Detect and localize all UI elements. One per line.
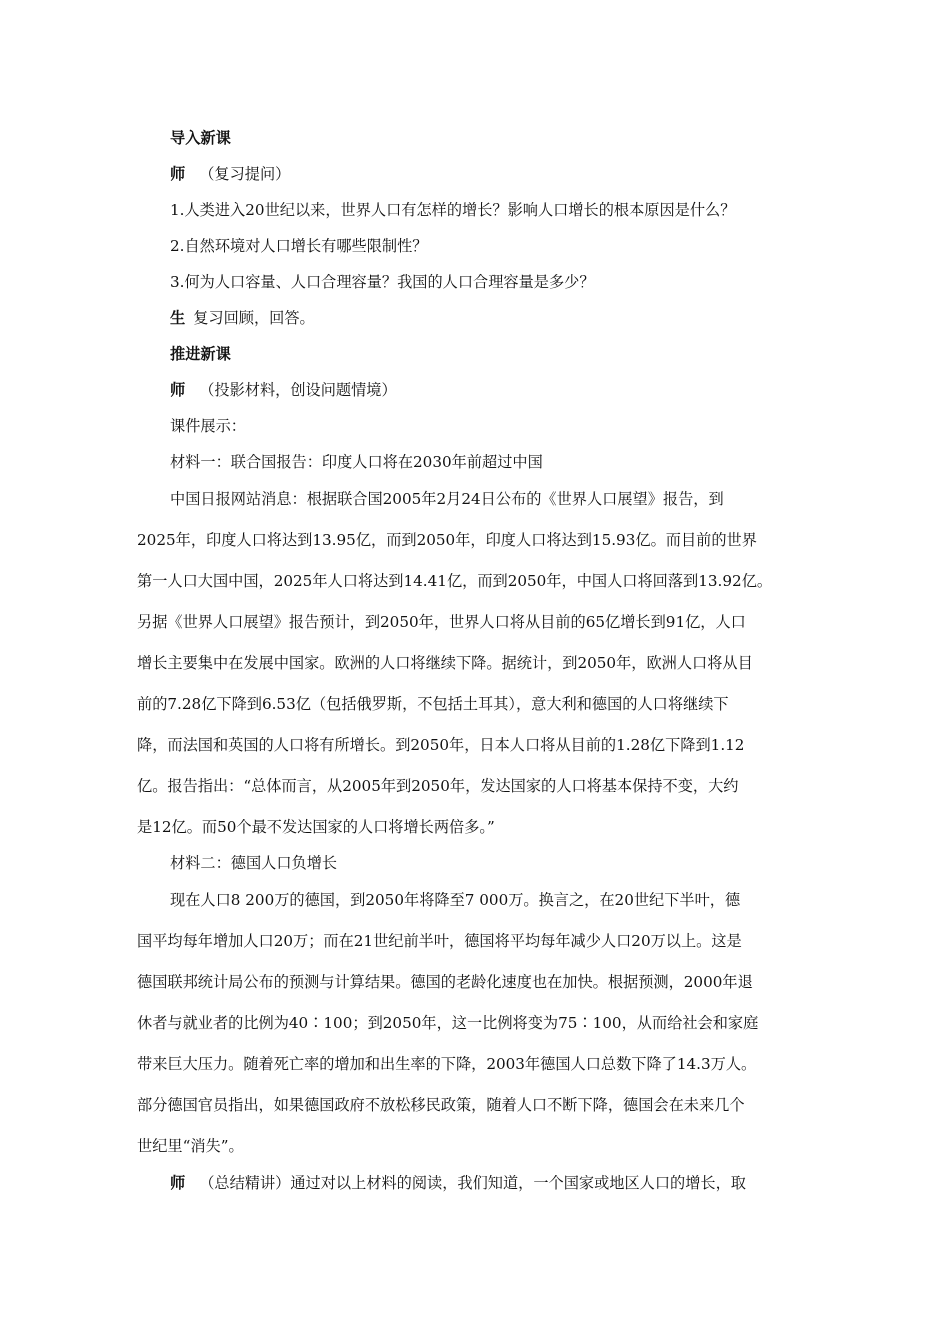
speaker-teacher: 师 [170, 1174, 186, 1192]
material2-line: 部分德国官员指出，如果德国政府不放松移民政策，随着人口不断下降，德国会在未来几个 [137, 1096, 745, 1114]
material1-title: 材料一：联合国报告：印度人口将在2030年前超过中国 [170, 453, 543, 471]
material2-line: 国平均每年增加人口20万；而在21世纪前半叶，德国将平均每年减少人口20万以上。这是 [137, 932, 742, 950]
section-heading-new: 推进新课 [170, 345, 231, 363]
material2-title: 材料二：德国人口负增长 [170, 854, 338, 872]
student-line [170, 308, 315, 328]
teacher-note: （复习提问） [199, 165, 291, 183]
student-text: 复习回顾，回答。 [193, 309, 315, 327]
material1-line: 2025年，印度人口将达到13.95亿，而到2050年，印度人口将达到15.93亿。而目前的世界 [137, 531, 757, 549]
speaker-teacher: 师 [170, 165, 186, 183]
material2-line: 休者与就业者的比例为40∶100；到2050年，这一比例将变为75∶100，从而给社会和家庭 [137, 1014, 759, 1032]
teacher-note: （总结精讲）通过对以上材料的阅读，我们知道，一个国家或地区人口的增长，取 [199, 1174, 746, 1192]
question-1: 1.人类进入20世纪以来，世界人口有怎样的增长？影响人口增长的根本原因是什么？ [170, 201, 736, 219]
material1-line: 第一人口大国中国，2025年人口将达到14.41亿，而到2050年，中国人口将回落到13.92亿。 [137, 572, 773, 590]
material2-line: 带来巨大压力。随着死亡率的增加和出生率的下降，2003年德国人口总数下降了14.3万人。 [137, 1055, 757, 1073]
material1-line: 是12亿。而50个最不发达国家的人口将增长两倍多。” [137, 818, 495, 836]
teacher-note: （投影材料，创设问题情境） [199, 381, 397, 399]
courseware-label: 课件展示： [170, 417, 246, 435]
question-3: 3.何为人口容量、人口合理容量？我国的人口合理容量是多少？ [170, 273, 595, 291]
teacher-line-2 [170, 380, 397, 400]
speaker-student: 生 [170, 309, 186, 327]
material1-line: 另据《世界人口展望》报告预计，到2050年，世界人口将从目前的65亿增长到91亿，人口 [137, 613, 746, 631]
material1-line: 中国日报网站消息：根据联合国2005年2月24日公布的《世界人口展望》报告，到 [170, 490, 724, 508]
material1-line: 增长主要集中在发展中国家。欧洲的人口将继续下降。据统计，到2050年，欧洲人口将从目 [137, 654, 753, 672]
question-2: 2.自然环境对人口增长有哪些限制性？ [170, 237, 428, 255]
speaker-teacher: 师 [170, 381, 186, 399]
material1-line: 降，而法国和英国的人口将有所增长。到2050年，日本人口将从目前的1.28亿下降到1.12 [137, 736, 745, 754]
teacher-line-1 [170, 164, 290, 184]
material2-line: 德国联邦统计局公布的预测与计算结果。德国的老龄化速度也在加快。根据预测，2000年退 [137, 973, 753, 991]
teacher-line-3 [170, 1173, 746, 1193]
material1-line: 亿。报告指出：“总体而言，从2005年到2050年，发达国家的人口将基本保持不变，大约 [137, 777, 739, 795]
material1-line: 前的7.28亿下降到6.53亿（包括俄罗斯，不包括土耳其），意大利和德国的人口将继续下 [137, 695, 729, 713]
material2-line: 世纪里“消失”。 [137, 1137, 244, 1155]
material2-line: 现在人口8 200万的德国，到2050年将降至7 000万。换言之，在20世纪下半叶，德 [170, 891, 741, 909]
section-heading-intro: 导入新课 [170, 129, 231, 147]
